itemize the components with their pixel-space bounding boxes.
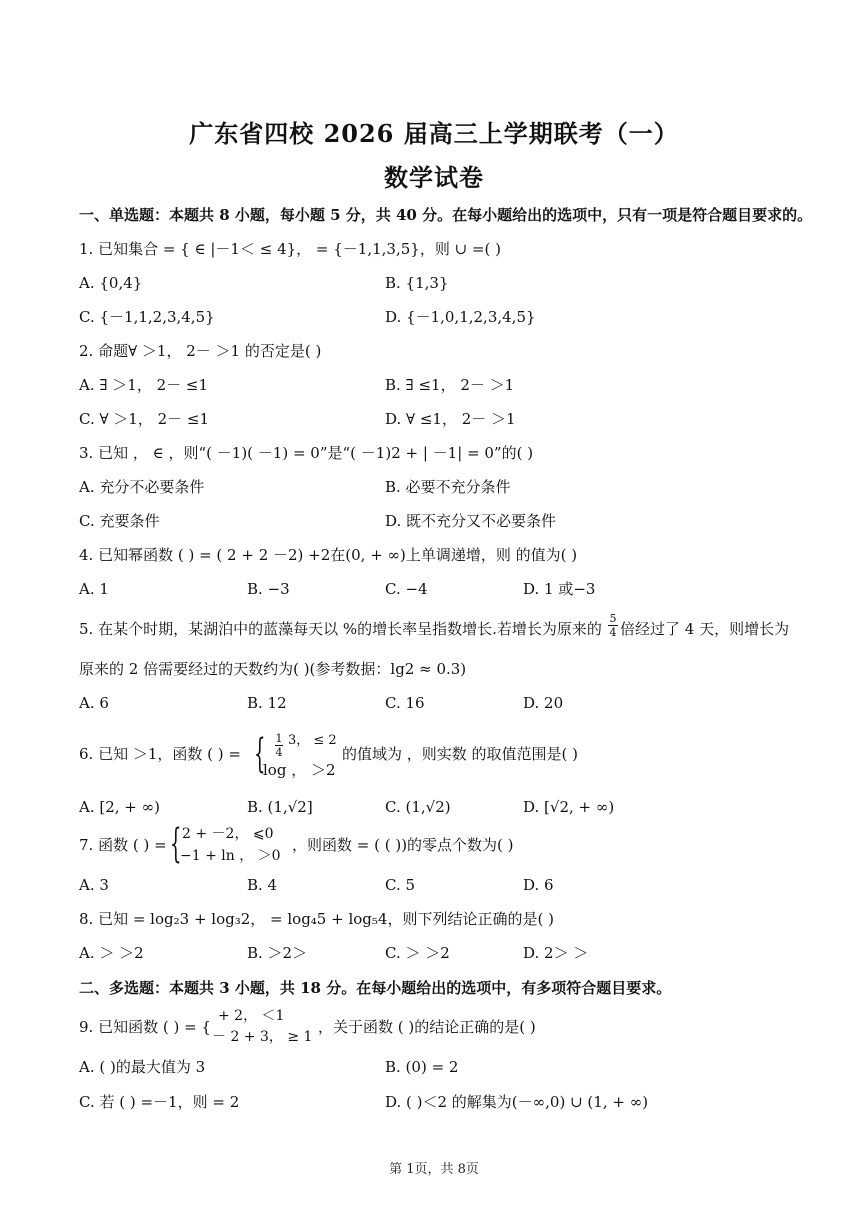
question-4-stem: 4. 已知幂函数 ( ) = ( 2 + 2 －2) +2在(0, + ∞)上单调递增，则 的值为( ) — [79, 546, 578, 564]
question-5-stem-part2: 倍经过了 4 天，则增长为 — [620, 620, 790, 638]
question-1-option-c: C. {－1,1,2,3,4,5} — [79, 308, 215, 326]
question-1-stem: 1. 已知集合 = { ∈ |－1＜ ≤ 4}， = {－1,1,3,5}，则 ∪ =( ) — [79, 240, 501, 258]
question-5-option-c: C. 16 — [385, 694, 425, 712]
question-9-stem-part2: ，关于函数 ( )的结论正确的是( ) — [318, 1018, 536, 1036]
section-heading-single-choice: 一、单选题：本题共 8 小题，每小题 5 分，共 40 分。在每小题给出的选项中，只有一项是符合题目要求的。 — [79, 206, 813, 224]
question-5-fraction-denominator: 4 — [609, 626, 617, 639]
question-5-option-b: B. 12 — [247, 694, 287, 712]
question-9-case1: + 2， ＜1 — [218, 1008, 285, 1024]
question-7-stem-part2: ，则函数 = ( ( ))的零点个数为( ) — [292, 836, 514, 854]
question-2-option-b: B. ∃ ≤1， 2－ ＞1 — [385, 376, 515, 394]
question-9-case2: － 2 + 3， ≥ 1 — [212, 1029, 313, 1045]
question-7-option-a: A. 3 — [79, 876, 109, 894]
question-8-stem: 8. 已知 = log₂3 + log₃2， = log₄5 + log₅4，则下列结论正确的是( ) — [79, 910, 554, 928]
question-2-option-d: D. ∀ ≤1， 2－ ＞1 — [385, 410, 516, 428]
question-8-option-a: A. ＞ ＞2 — [79, 944, 144, 962]
question-4-option-d: D. 1 或−3 — [523, 580, 596, 598]
question-1-option-a: A. {0,4} — [79, 274, 143, 292]
question-9-option-c: C. 若 ( ) =－1，则 = 2 — [79, 1093, 240, 1111]
question-8-option-d: D. 2＞ ＞ — [523, 944, 589, 962]
page-subtitle: 数学试卷 — [384, 163, 484, 192]
question-1-option-d: D. {－1,0,1,2,3,4,5} — [385, 308, 536, 326]
question-6-option-d: D. [√2, + ∞) — [523, 798, 615, 816]
question-7-case1: 2 + －2， ⩽0 — [182, 826, 274, 842]
question-4-option-c: C. −4 — [385, 580, 428, 598]
question-5-option-a: A. 6 — [79, 694, 109, 712]
page-footer: 第 1页，共 8页 — [389, 1162, 479, 1177]
question-8-option-c: C. ＞ ＞2 — [385, 944, 450, 962]
question-9-stem-part1: 9. 已知函数 ( ) = { — [79, 1018, 211, 1036]
question-6-case1: 3， ≤ 2 — [288, 733, 337, 748]
question-7-option-c: C. 5 — [385, 876, 416, 894]
question-6-option-b: B. (1,√2] — [247, 798, 313, 816]
question-8-option-b: B. ＞2＞ — [247, 944, 308, 962]
question-6-stem-part2: 的值域为 ，则实数 的取值范围是( ) — [342, 745, 579, 763]
question-6-option-c: C. (1,√2) — [385, 798, 451, 816]
question-4-option-b: B. −3 — [247, 580, 290, 598]
question-6-case2: log ， ＞2 — [263, 761, 336, 779]
question-2-stem: 2. 命题∀ ＞1， 2－ ＞1 的否定是( ) — [79, 342, 322, 360]
question-7-case2: −1 + ln ， ＞0 — [180, 848, 281, 864]
question-9-option-a: A. ( )的最大值为 3 — [79, 1058, 206, 1076]
question-3-stem: 3. 已知 ， ∈ ，则“( －1)( －1) = 0”是“( －1)2 + | －1| = 0”的( ) — [79, 444, 534, 462]
question-9-option-b: B. (0) = 2 — [385, 1058, 459, 1076]
question-7-brace: { — [170, 821, 182, 867]
section-heading-multiple-choice: 二、多选题：本题共 3 小题，共 18 分。在每小题给出的选项中，有多项符合题目要求。 — [79, 979, 672, 997]
question-5-stem-part1: 5. 在某个时期，某湖泊中的蓝藻每天以 %的增长率呈指数增长.若增长为原来的 — [79, 620, 602, 638]
question-1-option-b: B. {1,3} — [385, 274, 449, 292]
question-6-case1-numerator: 1 — [275, 732, 283, 745]
question-6-option-a: A. [2, + ∞) — [79, 798, 160, 816]
question-5-stem-line2: 原来的 2 倍需要经过的天数约为( )(参考数据：lg2 ≈ 0.3) — [79, 660, 467, 678]
question-7-stem-part1: 7. 函数 ( ) = — [79, 836, 167, 854]
question-3-option-a: A. 充分不必要条件 — [79, 478, 205, 496]
question-7-option-b: B. 4 — [247, 876, 278, 894]
question-6-brace: { — [254, 731, 266, 777]
question-3-option-d: D. 既不充分又不必要条件 — [385, 512, 557, 530]
question-3-option-b: B. 必要不充分条件 — [385, 478, 511, 496]
question-9-option-d: D. ( )＜2 的解集为(－∞,0) ∪ (1, + ∞) — [385, 1093, 649, 1111]
page-title: 广东省四校 2026 届高三上学期联考（一） — [189, 119, 679, 148]
question-5-fraction-numerator: 5 — [609, 612, 617, 625]
question-7-option-d: D. 6 — [523, 876, 554, 894]
question-3-option-c: C. 充要条件 — [79, 512, 160, 530]
question-2-option-a: A. ∃ ＞1， 2－ ≤1 — [79, 376, 209, 394]
question-6-stem-part1: 6. 已知 ＞1，函数 ( ) = — [79, 745, 241, 763]
question-2-option-c: C. ∀ ＞1， 2－ ≤1 — [79, 410, 210, 428]
question-5-option-d: D. 20 — [523, 694, 564, 712]
question-4-option-a: A. 1 — [79, 580, 109, 598]
question-6-case1-denominator: 4 — [275, 746, 283, 759]
